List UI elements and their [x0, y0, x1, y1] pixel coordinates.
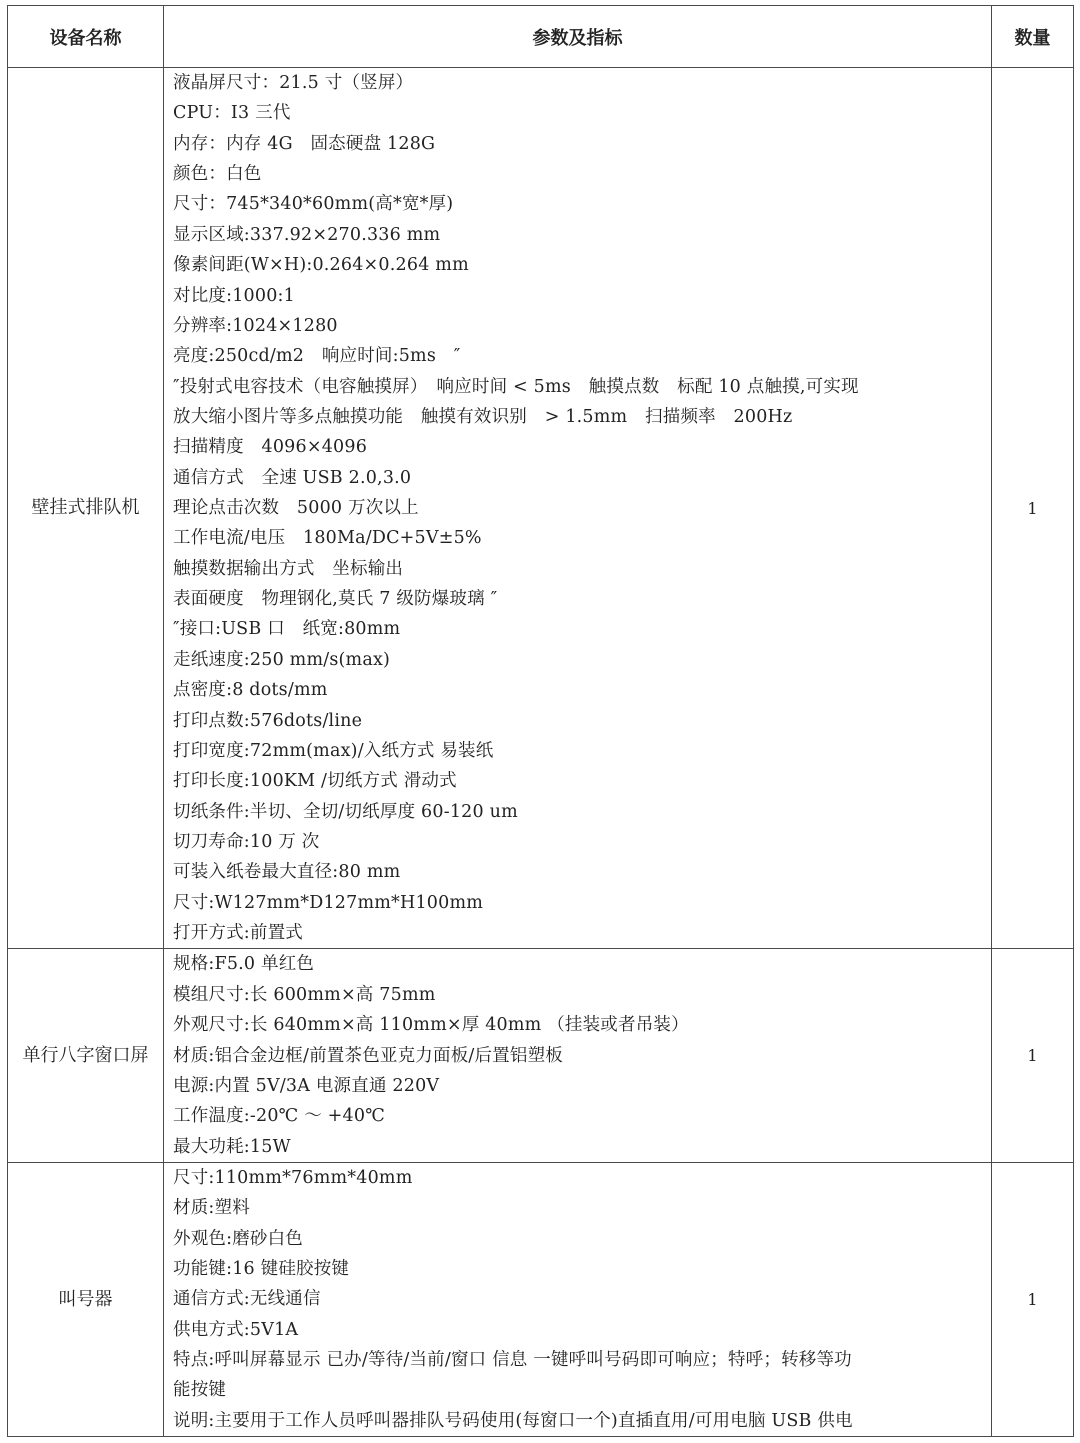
device-name: 单行八字窗口屏 [8, 949, 164, 1163]
parameter-line: 尺寸：745*340*60mm(高*宽*厚) [173, 194, 454, 215]
device-name: 壁挂式排队机 [8, 68, 164, 949]
header-quantity: 数量 [992, 6, 1074, 68]
parameter-line: 亮度:250cd/m2 响应时间:5ms ″ [173, 346, 461, 367]
parameter-line: 规格:F5.0 单红色 [173, 954, 315, 975]
parameter-line: 内存：内存 4G 固态硬盘 128G [173, 133, 436, 154]
parameter-line: 液晶屏尺寸：21.5 寸（竖屏） [173, 73, 414, 93]
header-device-name: 设备名称 [8, 6, 164, 68]
parameter-line: 材质:铝合金边框/前置茶色亚克力面板/后置铝塑板 [173, 1045, 563, 1066]
parameter-line: 通信方式:无线通信 [173, 1289, 321, 1310]
parameter-line: 功能键:16 键硅胶按键 [173, 1259, 350, 1280]
parameter-line: 尺寸:110mm*76mm*40mm [173, 1167, 413, 1188]
parameter-line: 触摸数据输出方式 坐标输出 [173, 558, 404, 579]
parameter-line: 材质:塑料 [173, 1198, 250, 1219]
parameter-line: 对比度:1000:1 [173, 285, 295, 306]
parameter-line: 工作电流/电压 180Ma/DC+5V±5% [173, 528, 482, 549]
parameter-line: 特点:呼叫屏幕显示 已办/等待/当前/窗口 信息 一键呼叫号码即可响应；特呼；转移等功 [173, 1350, 852, 1371]
parameter-line: 打印长度:100KM /切纸方式 滑动式 [173, 771, 457, 792]
parameter-line: 放大缩小图片等多点触摸功能 触摸有效识别 > 1.5mm 扫描频率 200Hz [173, 406, 793, 427]
parameter-line: 表面硬度 物理钢化,莫氏 7 级防爆玻璃 ″ [173, 589, 498, 610]
parameter-line: 外观尺寸:长 640mm×高 110mm×厚 40mm （挂装或者吊装） [173, 1015, 689, 1036]
parameter-line: 切刀寿命:10 万 次 [173, 831, 320, 852]
parameter-line: 模组尺寸:长 600mm×高 75mm [173, 984, 436, 1005]
parameter-line: 显示区域:337.92×270.336 mm [173, 224, 441, 245]
header-parameters: 参数及指标 [164, 6, 992, 68]
quantity: 1 [992, 1162, 1074, 1436]
parameter-line: CPU：I3 三代 [173, 103, 291, 124]
parameter-line: 点密度:8 dots/mm [173, 680, 328, 701]
table-row [8, 949, 1074, 1163]
parameter-line: 能按键 [173, 1380, 227, 1401]
parameter-line: 理论点击次数 5000 万次以上 [173, 498, 419, 519]
parameter-line: ″接口:USB 口 纸宽:80mm [173, 619, 401, 640]
parameter-line: 像素间距(W×H):0.264×0.264 mm [173, 255, 469, 276]
spec-table [7, 5, 1074, 1437]
parameter-line: 说明:主要用于工作人员呼叫器排队号码使用(每窗口一个)直插直用/可用电脑 USB 供电 [173, 1410, 853, 1431]
parameter-line: 打印宽度:72mm(max)/入纸方式 易装纸 [173, 740, 494, 761]
parameter-line: 打开方式:前置式 [173, 923, 303, 944]
parameter-line: 颜色：白色 [173, 164, 262, 185]
parameter-line: 扫描精度 4096×4096 [173, 437, 368, 458]
parameter-line: 工作温度:-20℃ ～ +40℃ [173, 1106, 385, 1127]
quantity: 1 [992, 949, 1074, 1163]
parameter-list [164, 1162, 992, 1436]
table-row [8, 68, 1074, 949]
parameter-line: 分辨率:1024×1280 [173, 315, 338, 336]
parameter-line: 电源:内置 5V/3A 电源直通 220V [173, 1075, 440, 1096]
parameter-list [164, 949, 992, 1163]
device-name: 叫号器 [8, 1162, 164, 1436]
header-row [8, 6, 1074, 68]
parameter-list [164, 68, 992, 949]
parameter-line: 可装入纸卷最大直径:80 mm [173, 862, 401, 883]
quantity: 1 [992, 68, 1074, 949]
parameter-line: 通信方式 全速 USB 2.0,3.0 [173, 467, 412, 488]
parameter-line: 供电方式:5V1A [173, 1319, 299, 1340]
parameter-line: 尺寸:W127mm*D127mm*H100mm [173, 892, 484, 913]
parameter-line: 最大功耗:15W [173, 1136, 291, 1157]
table-row [8, 1162, 1074, 1436]
parameter-line: 打印点数:576dots/line [173, 710, 363, 731]
parameter-line: 外观色:磨砂白色 [173, 1228, 303, 1249]
parameter-line: 切纸条件:半切、全切/切纸厚度 60-120 um [173, 801, 518, 822]
parameter-line: ″投射式电容技术（电容触摸屏） 响应时间 < 5ms 触摸点数 标配 10 点触摸,可实现 [173, 376, 859, 397]
parameter-line: 走纸速度:250 mm/s(max) [173, 649, 391, 670]
